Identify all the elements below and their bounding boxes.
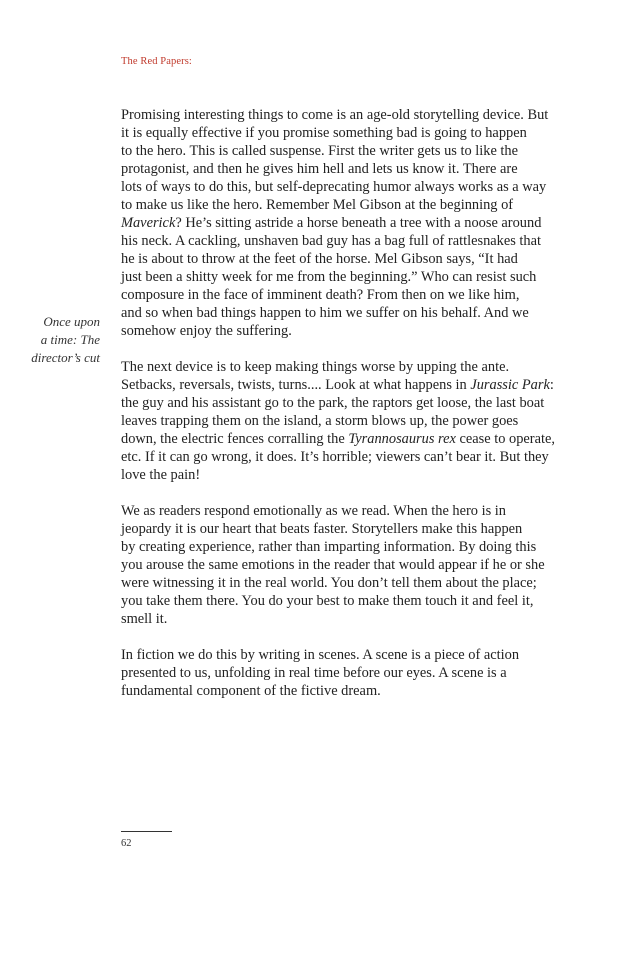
text-line (121, 538, 559, 556)
text-run: were witnessing it in the real world. You don’t tell them about the place; (121, 575, 537, 591)
text-run: fundamental component of the fictive dream. (121, 683, 381, 699)
text-run: smell it. (121, 611, 168, 627)
paragraph (121, 646, 559, 700)
text-line (121, 430, 559, 448)
paragraph (121, 358, 559, 484)
italic-title: Tyrannosaurus rex (348, 431, 456, 447)
text-run: Setbacks, reversals, twists, turns.... Look at what happens in (121, 377, 471, 393)
margin-note (20, 313, 100, 367)
text-run: to make us like the hero. Remember Mel Gibson at the beginning of (121, 197, 514, 213)
text-run: Promising interesting things to come is an age-old storytelling device. But (121, 107, 549, 123)
text-line (121, 250, 559, 268)
italic-title: Jurassic Park (470, 377, 550, 393)
body-text (121, 106, 559, 718)
margin-note-line: director’s cut (31, 350, 100, 365)
text-run: presented to us, unfolding in real time before our eyes. A scene is a (121, 665, 507, 681)
text-line (121, 646, 559, 664)
text-line (121, 124, 559, 142)
text-line (121, 214, 559, 232)
text-line (121, 232, 559, 250)
text-line (121, 412, 559, 430)
text-run: ? He’s sitting astride a horse beneath a tree with a noose around (175, 215, 542, 231)
text-line (121, 520, 559, 538)
text-line (121, 556, 559, 574)
text-line (121, 610, 559, 628)
text-run: protagonist, and then he gives him hell and lets us know it. There are (121, 161, 518, 177)
text-line (121, 268, 559, 286)
text-run: you take them there. You do your best to make them touch it and feel it, (121, 593, 534, 609)
text-line (121, 394, 559, 412)
text-run: to the hero. This is called suspense. First the writer gets us to like the (121, 143, 519, 159)
text-line (121, 106, 559, 124)
footnote-rule (121, 831, 172, 832)
text-run: In fiction we do this by writing in scenes. A scene is a piece of action (121, 647, 520, 663)
text-run: you arouse the same emotions in the reader that would appear if he or she (121, 557, 545, 573)
text-line (121, 142, 559, 160)
text-run: jeopardy it is our heart that beats faster. Storytellers make this happen (121, 521, 523, 537)
text-run: by creating experience, rather than imparting information. By doing this (121, 539, 537, 555)
text-line (121, 178, 559, 196)
page-number: 62 (121, 838, 132, 849)
text-run: composure in the face of imminent death? From then on we like him, (121, 287, 520, 303)
text-line (121, 322, 559, 340)
italic-title: Maverick (121, 215, 176, 231)
text-line (121, 592, 559, 610)
text-run: We as readers respond emotionally as we read. When the hero is in (121, 503, 506, 519)
text-run: he is about to throw at the feet of the horse. Mel Gibson says, “It had (121, 251, 518, 267)
text-run: down, the electric fences corralling the (121, 431, 349, 447)
text-line (121, 448, 559, 466)
text-run: leaves trapping them on the island, a storm blows up, the power goes (121, 413, 519, 429)
text-line (121, 682, 559, 700)
text-run: it is equally effective if you promise something bad is going to happen (121, 125, 527, 141)
text-run: The next device is to keep making things worse by upping the ante. (121, 359, 510, 375)
text-line (121, 502, 559, 520)
margin-note-line: Once upon (43, 314, 100, 329)
text-run: somehow enjoy the suffering. (121, 323, 292, 339)
text-run: lots of ways to do this, but self-deprecating humor always works as a way (121, 179, 547, 195)
text-line (121, 466, 559, 484)
text-line (121, 160, 559, 178)
text-run: his neck. A cackling, unshaven bad guy has a bag full of rattlesnakes that (121, 233, 542, 249)
text-line (121, 196, 559, 214)
text-line (121, 664, 559, 682)
text-run: just been a shitty week for me from the beginning.” Who can resist such (121, 269, 537, 285)
text-line (121, 358, 559, 376)
paragraph (121, 106, 559, 340)
text-line (121, 286, 559, 304)
text-line (121, 376, 559, 394)
paragraph (121, 502, 559, 628)
running-head: The Red Papers: (121, 56, 192, 67)
text-run: cease to operate, (455, 431, 555, 447)
text-run: the guy and his assistant go to the park, the raptors get loose, the last boat (121, 395, 545, 411)
text-line (121, 304, 559, 322)
text-run: : (549, 377, 554, 393)
text-line (121, 574, 559, 592)
text-run: etc. If it can go wrong, it does. It’s horrible; viewers can’t bear it. But they (121, 449, 549, 465)
margin-note-line: a time: The (40, 332, 100, 347)
text-run: and so when bad things happen to him we suffer on his behalf. And we (121, 305, 529, 321)
text-run: love the pain! (121, 467, 201, 483)
